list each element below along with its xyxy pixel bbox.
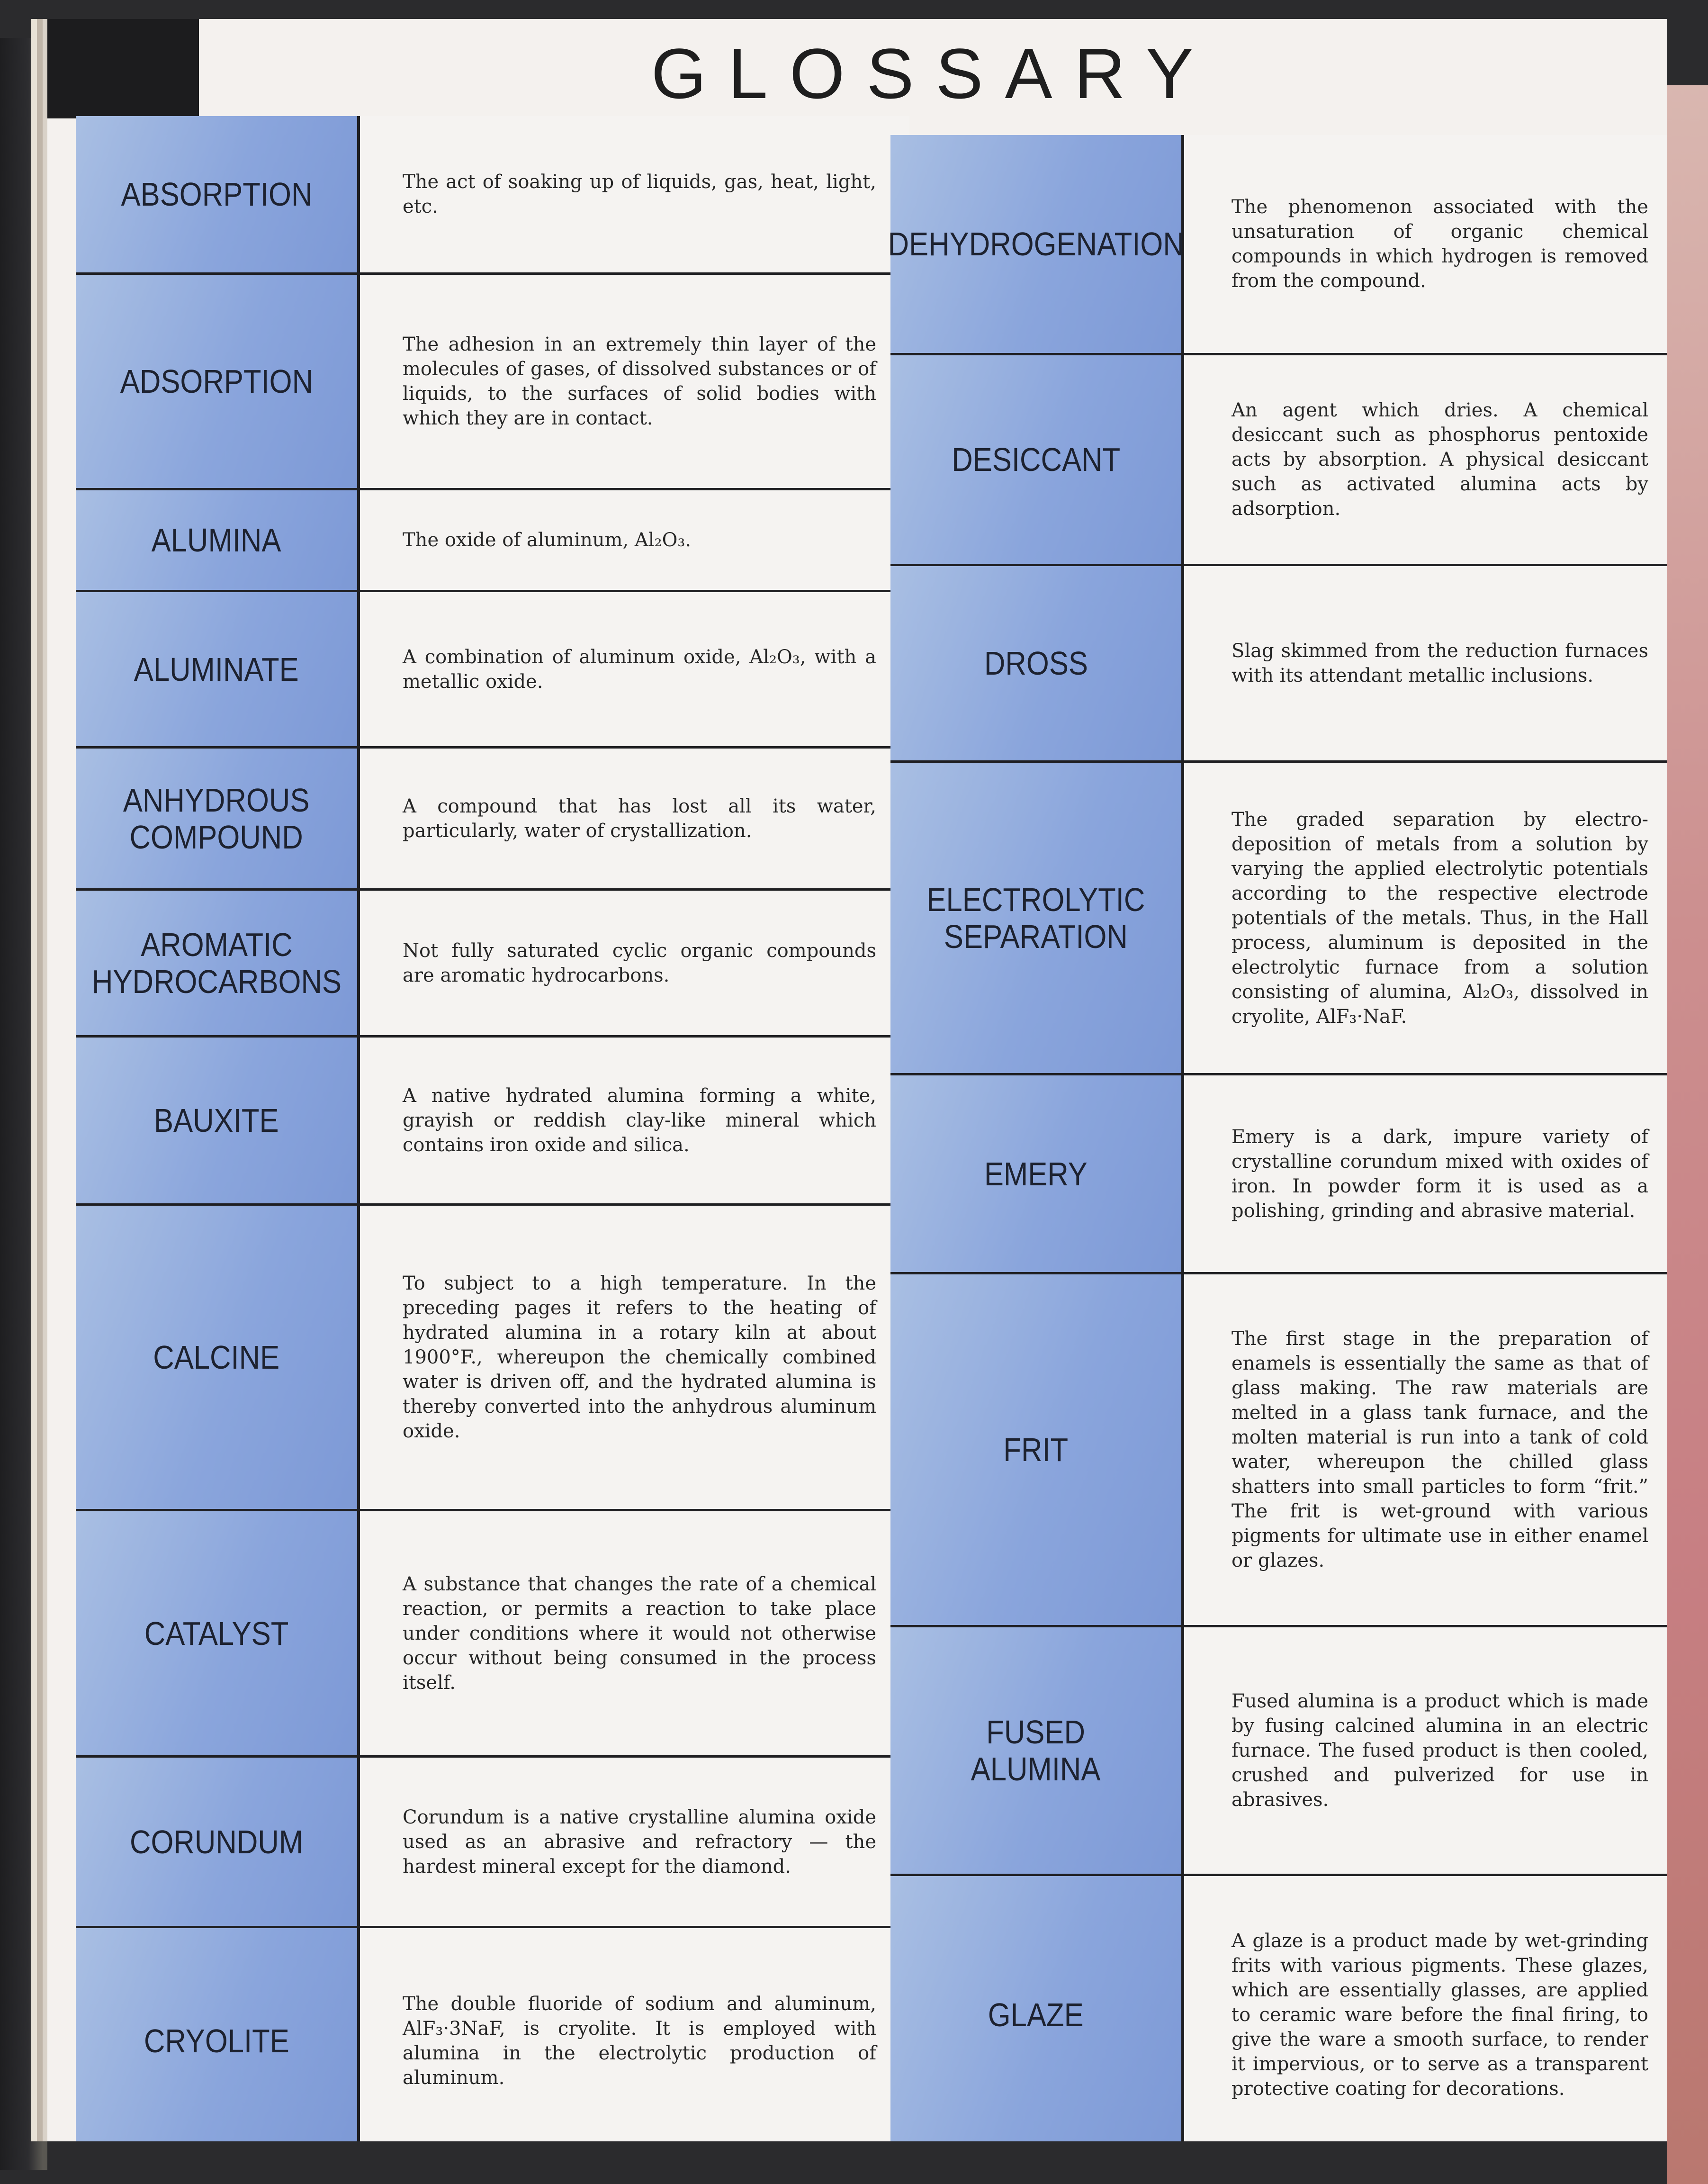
glossary-term-cell [76,275,360,488]
glossary-term: FUSED ALUMINA [971,1714,1101,1787]
glossary-page [47,19,1667,2141]
glossary-definition: Corundum is a native crystalline alumina oxide used as an abrasive and refractory — the hardest mineral except for the diamond. [403,1806,876,1877]
glossary-row [76,1758,909,1928]
glossary-term-cell [890,763,1184,1073]
glossary-term-cell [76,749,360,888]
glossary-term-cell [890,1876,1184,2141]
glossary-term: AROMATIC HYDROCARBONS [91,926,342,1000]
glossary-definition-cell [360,749,909,888]
glossary-row [890,566,1667,763]
glossary-row [76,490,909,592]
glossary-term: DROSS [984,645,1088,682]
glossary-term: CRYOLITE [144,2022,289,2059]
glossary-definition-cell [360,1206,909,1509]
page-title: GLOSSARY [651,34,1215,113]
glossary-row [76,1511,909,1758]
glossary-row [76,116,909,275]
glossary-row [890,763,1667,1075]
next-page-edge [1667,85,1708,2184]
glossary-term: DEHYDROGENATION [888,226,1184,262]
glossary-term: ALUMINA [152,522,281,559]
glossary-row [76,1206,909,1511]
corner-block [47,19,199,118]
glossary-term-cell [76,1511,360,1755]
glossary-row [76,1038,909,1206]
glossary-term-cell [76,592,360,746]
glossary-definition: A glaze is a product made by wet-grinding frits with various pigments. These glazes, which are essentially glasses, are applied to ceramic ware before the final firing, to give the ware a smooth surface, to render it impervious, or to serve as a transparent protective coating for decorations. [1232,1930,1648,2100]
glossary-definition-cell [1184,566,1667,760]
glossary-definition: Slag skimmed from the reduction furnaces with its attendant metallic inclusions. [1232,640,1648,686]
glossary-definition: The graded separation by electro-deposition of metals from a solution by varying the applied electrolytic potentials according to the respective electrode potentials of the metals. Thus, in the Hall process, aluminum is deposited in the electrolytic furnace from a solution consisting of alumina, Al₂O₃, dissolved in cryolite, AlF₃·NaF. [1232,808,1648,1028]
glossary-term: GLAZE [988,1996,1084,2033]
glossary-definition: An agent which dries. A chemical desiccant such as phosphorus pentoxide acts by absorption. A physical desiccant such as activated alumina acts by adsorption. [1232,399,1648,520]
glossary-row [890,1274,1667,1627]
glossary-definition-cell [360,1758,909,1926]
glossary-definition-cell [360,116,909,272]
glossary-definition-cell [360,1038,909,1203]
glossary-row [76,749,909,891]
glossary-row [890,1627,1667,1876]
glossary-definition: Fused alumina is a product which is made by fusing calcined alumina in an electric furnace. The fused product is then cooled, crushed and pulverized for use in abrasives. [1232,1690,1648,1811]
glossary-definition: The phenomenon associated with the unsaturation of organic chemical compounds in which hydrogen is removed from the compound. [1232,196,1648,292]
glossary-term-cell [76,1038,360,1203]
glossary-definition: A native hydrated alumina forming a white, grayish or reddish clay-like mineral which contains iron oxide and silica. [403,1085,876,1156]
glossary-definition-cell [1184,1627,1667,1874]
glossary-term: ELECTROLYTIC SEPARATION [926,881,1145,955]
glossary-definition-cell [1184,1075,1667,1272]
glossary-definition-cell [360,1511,909,1755]
glossary-row [76,1928,909,2141]
glossary-definition: The oxide of aluminum, Al₂O₃. [403,529,692,551]
glossary-term-cell [890,1075,1184,1272]
glossary-term: FRIT [1003,1431,1069,1468]
glossary-definition: To subject to a high temperature. In the preceding pages it refers to the heating of hydrated alumina in a rotary kiln at about 1900°F., whereupon the chemically combined water is driven off, and the hydrated alumina is thereby converted into the anhydrous aluminum oxide. [403,1272,876,1442]
glossary-definition-cell [1184,355,1667,564]
glossary-term: ANHYDROUS COMPOUND [123,781,310,856]
glossary-definition: A combination of aluminum oxide, Al₂O₃, with a metallic oxide. [403,646,876,693]
glossary-definition: The act of soaking up of liquids, gas, heat, light, etc. [403,171,876,217]
glossary-definition: The first stage in the preparation of enamels is essentially the same as that of glass making. The raw materials are melted in a glass tank furnace, and the molten material is run into a tank of cold water, whereupon the chilled glass shatters into small particles to form “frit.” The frit is wet-ground with various pigments for ultimate use in either enamel or glazes. [1232,1328,1648,1571]
glossary-definition: A compound that has lost all its water, particularly, water of crystallization. [403,795,876,842]
glossary-definition: The double fluoride of sodium and aluminum, AlF₃·3NaF, is cryolite. It is employed with alumina in the electrolytic production of aluminum. [403,1993,876,2089]
glossary-row [76,275,909,490]
glossary-term-cell [890,1627,1184,1874]
glossary-term: DESICCANT [952,441,1120,478]
glossary-term-cell [76,891,360,1035]
glossary-definition-cell [1184,1274,1667,1625]
glossary-definition-cell [360,490,909,590]
glossary-term-cell [76,490,360,590]
glossary-term-cell [890,1274,1184,1625]
glossary-definition-cell [1184,763,1667,1073]
glossary-definition-cell [360,1928,909,2141]
glossary-term: EMERY [984,1155,1088,1192]
glossary-term-cell [76,1928,360,2141]
glossary-term-cell [890,566,1184,760]
glossary-definition-cell [360,592,909,746]
glossary-column-left [76,116,909,2141]
glossary-term: ABSORPTION [121,176,312,213]
glossary-row [890,1876,1667,2141]
glossary-term-cell [76,1206,360,1509]
glossary-definition: A substance that changes the rate of a chemical reaction, or permits a reaction to take place under conditions where it would not otherwise occur without being consumed in the process itself. [403,1573,876,1694]
glossary-definition-cell [360,891,909,1035]
glossary-term-cell [890,135,1184,353]
glossary-row [76,592,909,749]
book-spine-edge [0,38,47,2170]
glossary-term: ALUMINATE [134,650,299,688]
glossary-term-cell [76,116,360,272]
glossary-term: CORUNDUM [129,1823,304,1860]
glossary-definition: The adhesion in an extremely thin layer of the molecules of gases, of dissolved substances or of liquids, to the surfaces of solid bodies with which they are in contact. [403,334,876,429]
glossary-term: CATALYST [144,1615,289,1652]
glossary-definition-cell [1184,135,1667,353]
glossary-term-cell [890,355,1184,564]
glossary-row [76,891,909,1038]
glossary-definition: Emery is a dark, impure variety of crystalline corundum mixed with oxides of iron. In powder form it is used as a polishing, grinding and abrasive material. [1232,1126,1648,1222]
glossary-definition-cell [1184,1876,1667,2141]
glossary-row [890,135,1667,355]
glossary-definition-cell [360,275,909,488]
glossary-term: CALCINE [153,1339,280,1376]
glossary-term-cell [76,1758,360,1926]
glossary-column-right [890,116,1667,2141]
glossary-row [890,1075,1667,1274]
glossary-row [890,355,1667,566]
glossary-term: ADSORPTION [120,363,313,400]
glossary-term: BAUXITE [154,1102,279,1139]
glossary-definition: Not fully saturated cyclic organic compounds are aromatic hydrocarbons. [403,939,876,986]
